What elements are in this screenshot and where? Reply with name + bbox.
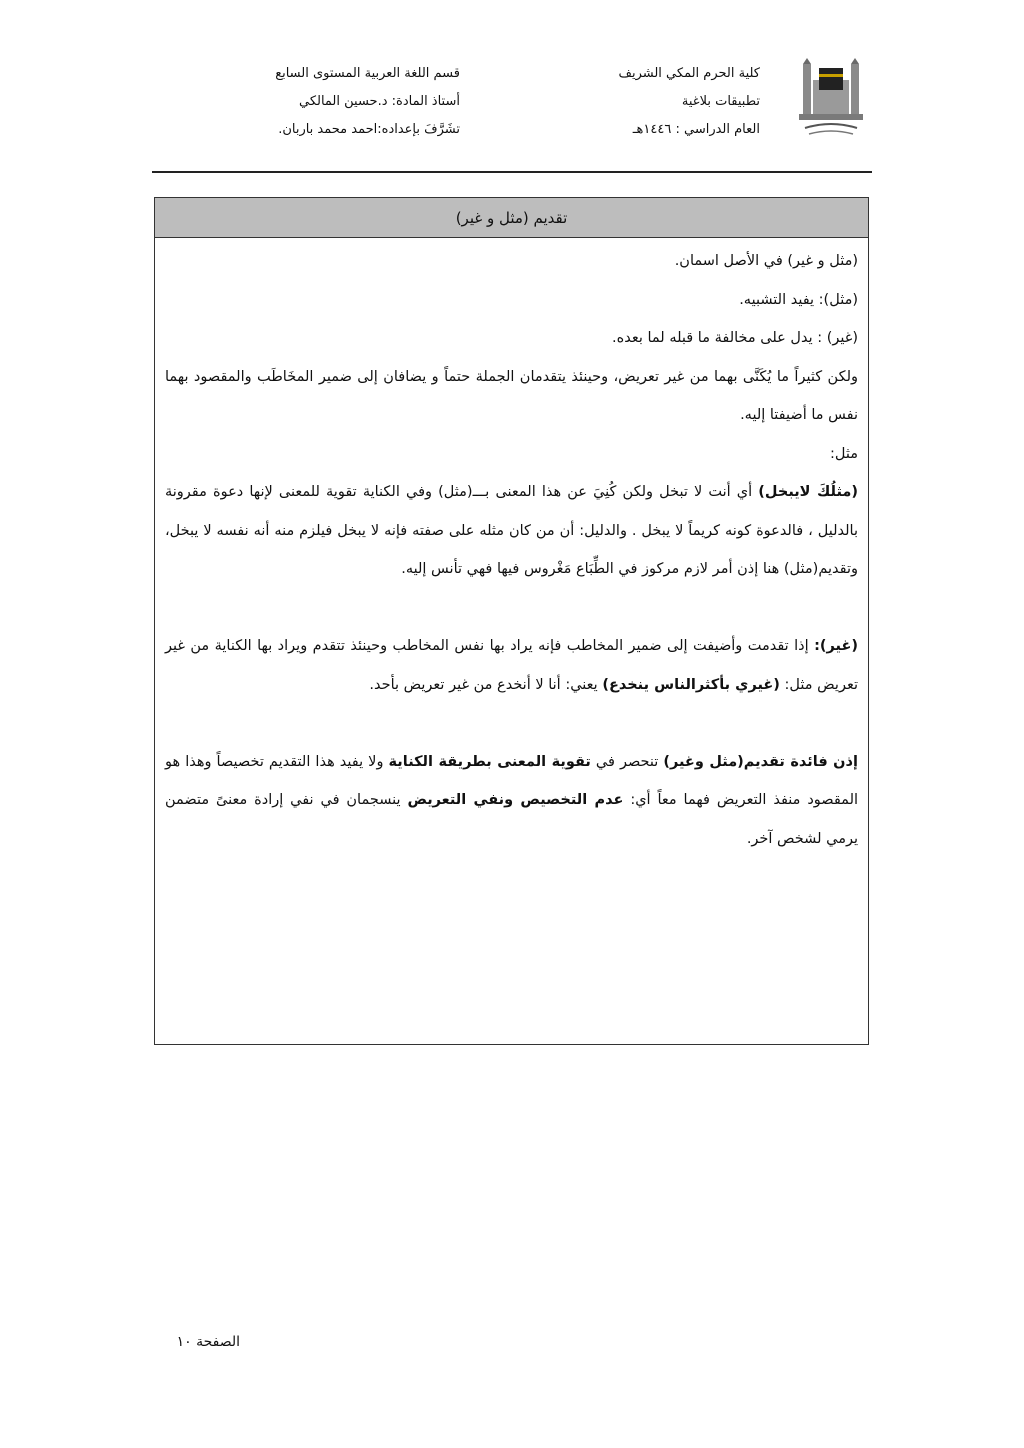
page-number: الصفحة ١٠ <box>176 1334 240 1350</box>
header-right-info <box>560 60 760 144</box>
content-box <box>154 197 869 1045</box>
paragraph-ghayr-def: (غير) : يدل على مخالفة ما قبله لما بعده. <box>612 330 858 346</box>
conclusion-emphasis-2: عدم التخصيص ونفي التعريض <box>407 792 624 808</box>
paragraph-example-label: مثل: <box>829 445 858 462</box>
paragraph-mithl-def: (مثل): يفيد التشبيه. <box>739 291 858 308</box>
prepared-by: تشَرَّفَ بإعداده:احمد محمد باربان. <box>278 122 460 137</box>
paragraph-ghayr-example <box>165 627 858 704</box>
spacer <box>165 589 858 628</box>
mithl-example-explanation: أي أنت لا تبخل ولكن كُنِيَ عن هذا المعنى بـــ(مثل) وفي الكناية تقوية للمعنى لإنها دعوة مقرونة بالدليل ، فالدعوة كونه كريماً لا يبخل . والدليل: أن من كان مثله على صفته فإنه لا يبخل فيلزم منه أنه نفسه لا يبخل، وتقديم(مثل) هنا إذن أمر لازم مركوز في الطِّبَاع مَغْروس فيها فهي تأنس إليه. <box>165 484 858 577</box>
paragraph-kinaya-rule: ولكن كثيراً ما يُكَنَّى بهما من غير تعريض، وحينئذ يتقدمان الجملة حتماً و يضافان إلى ضمير المخَاطَب والمقصود بهما نفس ما أضيفتا إليه. <box>165 368 858 423</box>
header-divider <box>152 171 872 173</box>
course-name: تطبيقات بلاغية <box>681 94 760 109</box>
conclusion-text-3: ينسجمان في نفي إرادة معنىً متضمن يرمي لشخص آخر. <box>165 792 858 847</box>
course-instructor: أستاذ المادة: د.حسين المالكي <box>298 94 460 109</box>
conclusion-emphasis-1: تقوية المعنى بطريقة الكناية <box>388 753 591 770</box>
paragraph-origin: (مثل و غير) في الأصل اسمان. <box>674 253 858 269</box>
conclusion-text-1: تنحصر في <box>590 753 664 770</box>
college-logo <box>795 58 867 138</box>
academic-year: العام الدراسي : ١٤٤٦هـ <box>632 122 760 137</box>
ghayr-explanation: إذا تقدمت وأضيفت إلى ضمير المخاطب فإنه يراد بها نفس المخاطب وحينئذ تتقدم ويراد بها الكناية من غير تعريض مثل: <box>165 638 858 693</box>
conclusion-lead: إذن فائدة تقديم(مثل وغير) <box>663 753 858 770</box>
ghayr-example-meaning: يعني: أنا لا أنخدع من غير تعريض بأحد. <box>369 676 603 693</box>
paragraph-mithl-example <box>165 473 858 589</box>
box-title: تقديم (مثل و غير) <box>155 198 868 238</box>
ghayr-label: (غير): <box>814 638 858 654</box>
box-body <box>155 238 868 858</box>
spacer <box>165 704 858 743</box>
header-left-info <box>230 60 460 144</box>
mithl-example-phrase: (مثلُكَ لايبخل) <box>758 484 858 500</box>
paragraph-conclusion <box>165 743 858 859</box>
department-level: قسم اللغة العربية المستوى السابع <box>275 66 460 81</box>
conclusion-text-2: ولا يفيد هذا التقديم تخصيصاً وهذا هو المقصود منفذ التعريض فهما معاً أي: <box>165 753 859 808</box>
ghayr-example-phrase: (غيري بأكثرالناس ينخدع) <box>602 676 780 693</box>
college-name: كلية الحرم المكي الشريف <box>618 66 760 81</box>
